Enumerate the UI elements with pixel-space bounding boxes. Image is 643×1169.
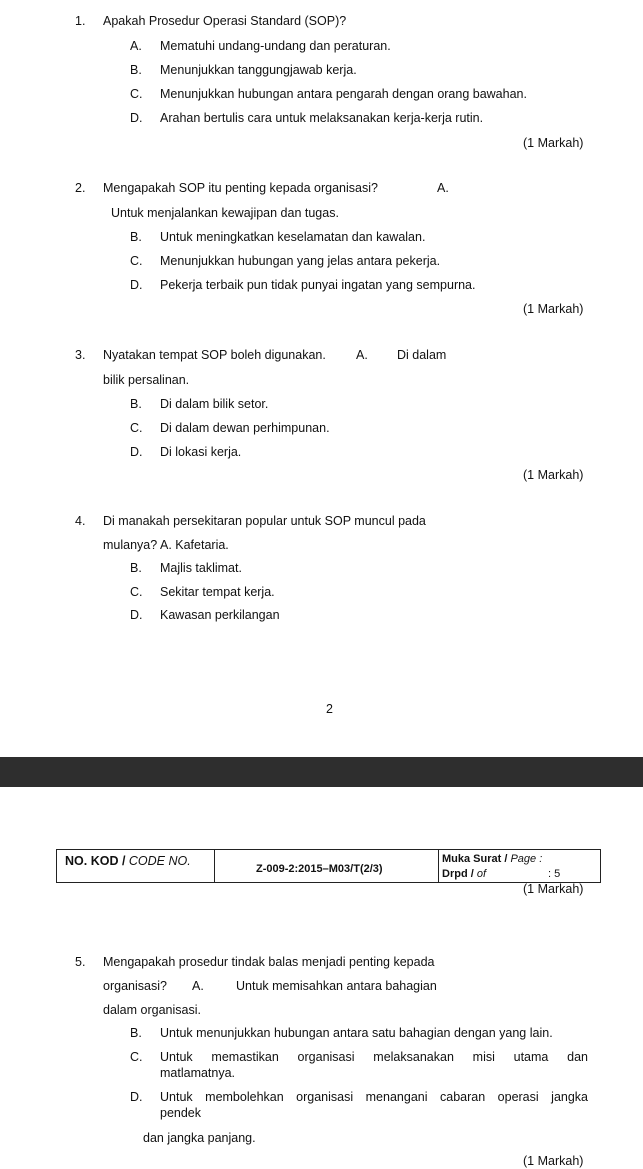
header-page-label-wrap (442, 852, 542, 867)
q1-option-b-letter: B. (130, 63, 142, 77)
q4-option-d: Kawasan perkilangan (160, 608, 280, 622)
header-page-cell (438, 850, 600, 882)
q3-option-d: Di lokasi kerja. (160, 445, 242, 459)
q1-option-c-letter: C. (130, 87, 143, 101)
q3-inline-text: Di dalam (397, 348, 447, 362)
q1-text: Apakah Prosedur Operasi Standard (SOP)? (103, 14, 347, 28)
q3-option-d-letter: D. (130, 445, 143, 459)
q1-option-b: Menunjukkan tanggungjawab kerja. (160, 63, 357, 77)
q4-option-b-letter: B. (130, 561, 142, 575)
q2-option-d-letter: D. (130, 278, 143, 292)
q4-text: Di manakah persekitaran popular untuk SOP muncul pada (103, 514, 426, 528)
q5-option-b: Untuk menunjukkan hubungan antara satu bahagian dengan yang lain. (160, 1026, 553, 1040)
q3-inline-letter: A. (356, 348, 368, 362)
header-drpd-value: : 5 (548, 868, 561, 880)
q3-inline-continuation: bilik persalinan. (103, 373, 190, 387)
q5-option-d-letter: D. (130, 1090, 143, 1104)
q2-inline-letter: A. (437, 181, 449, 195)
q5-number: 5. (75, 955, 86, 969)
q5-inline-continuation: dalam organisasi. (103, 1003, 201, 1017)
header-code-cell (57, 850, 215, 882)
q5-option-d: Untuk membolehkan organisasi menangani cabaran operasi jangka (160, 1090, 588, 1104)
q2-option-b: Untuk meningkatkan keselamatan dan kawalan. (160, 230, 426, 244)
q2-inline-continuation: Untuk menjalankan kewajipan dan tugas. (111, 206, 339, 220)
q4-number: 4. (75, 514, 86, 528)
q5-option-c-letter: C. (130, 1050, 143, 1064)
carried-marks: (1 Markah) (523, 882, 584, 896)
header-drpd-label-wrap (442, 867, 486, 882)
q3-number: 3. (75, 348, 86, 362)
q1-option-a: Mematuhi undang-undang dan peraturan. (160, 39, 391, 53)
header-code-value-cell (214, 850, 439, 882)
q5-option-c-continuation: matlamatnya. (160, 1066, 236, 1080)
q4-option-c: Sekitar tempat kerja. (160, 585, 275, 599)
q2-marks: (1 Markah) (523, 302, 584, 316)
q2-option-b-letter: B. (130, 230, 142, 244)
q5-marks: (1 Markah) (523, 1154, 584, 1168)
q4-option-d-letter: D. (130, 608, 143, 622)
header-code-label-en: CODE NO. (128, 854, 191, 868)
q5-option-b-letter: B. (130, 1026, 142, 1040)
q1-number: 1. (75, 14, 86, 28)
q1-option-a-letter: A. (130, 39, 142, 53)
q4-text-continuation: mulanya? A. Kafetaria. (103, 538, 229, 552)
page-separator (0, 757, 643, 787)
q4-option-b: Majlis taklimat. (160, 561, 242, 575)
q3-option-b: Di dalam bilik setor. (160, 397, 269, 411)
q2-option-d: Pekerja terbaik pun tidak punyai ingatan yang sempurna. (160, 278, 476, 292)
q5-text-continuation: organisasi? (103, 979, 167, 993)
q1-option-c: Menunjukkan hubungan antara pengarah dengan orang bawahan. (160, 87, 527, 101)
q1-option-d: Arahan bertulis cara untuk melaksanakan kerja-kerja rutin. (160, 111, 484, 125)
q4-option-c-letter: C. (130, 585, 143, 599)
header-code-label-wrap (65, 854, 191, 869)
header-page-label: Muka Surat / (442, 853, 511, 865)
header-drpd-label: Drpd / (442, 868, 477, 880)
q2-option-c: Menunjukkan hubungan yang jelas antara pekerja. (160, 254, 441, 268)
header-code-value: Z-009-2:2015–M03/T(2/3) (256, 863, 383, 875)
q2-option-c-letter: C. (130, 254, 143, 268)
q3-option-c-letter: C. (130, 421, 143, 435)
q1-option-d-letter: D. (130, 111, 143, 125)
q5-option-c: Untuk memastikan organisasi melaksanakan misi utama dan (160, 1050, 588, 1064)
header-page-label-en: Page : (510, 853, 543, 865)
q1-marks: (1 Markah) (523, 136, 584, 150)
q3-text: Nyatakan tempat SOP boleh digunakan. (103, 348, 326, 362)
header-table (56, 849, 601, 883)
q5-text: Mengapakah prosedur tindak balas menjadi penting kepada (103, 955, 435, 969)
q5-inline-letter: A. (192, 979, 204, 993)
header-code-label: NO. KOD / (65, 854, 129, 868)
page-number: 2 (326, 702, 333, 716)
q3-option-c: Di dalam dewan perhimpunan. (160, 421, 330, 435)
q3-option-b-letter: B. (130, 397, 142, 411)
q5-option-d-continuation: pendek (160, 1106, 202, 1120)
q2-number: 2. (75, 181, 86, 195)
header-drpd-label-en: of (476, 868, 487, 880)
q3-marks: (1 Markah) (523, 468, 584, 482)
q2-text: Mengapakah SOP itu penting kepada organisasi? (103, 181, 378, 195)
q5-inline-text: Untuk memisahkan antara bahagian (236, 979, 437, 993)
q5-extra-line: dan jangka panjang. (143, 1131, 256, 1145)
